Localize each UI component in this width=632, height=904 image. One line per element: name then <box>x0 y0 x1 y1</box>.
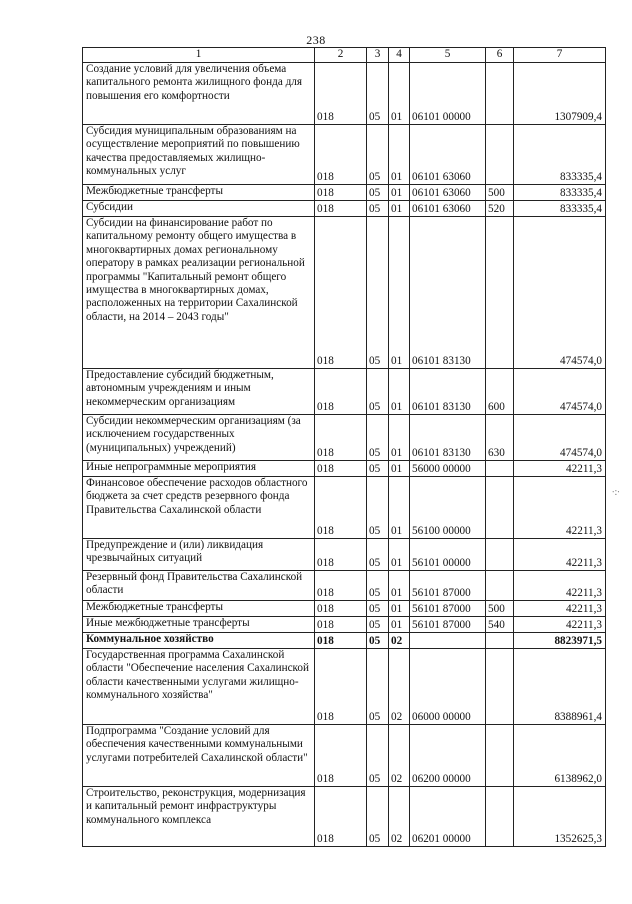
cell-ved: 018 <box>315 63 367 125</box>
cell-ved: 018 <box>315 633 367 649</box>
table-row <box>83 477 606 539</box>
cell-name: Субсидия муниципальным образованиям на осуществление мероприятий по повышению качества предоставляемых жилищно-коммунальных услуг <box>83 125 315 185</box>
table-header-row <box>83 48 606 63</box>
cell-sum: 42211,3 <box>514 461 606 477</box>
cell-name: Резервный фонд Правительства Сахалинской области <box>83 571 315 601</box>
cell-rz: 05 <box>367 461 389 477</box>
header-cell: 5 <box>410 48 486 63</box>
cell-sum: 1307909,4 <box>514 63 606 125</box>
table-row <box>83 725 606 787</box>
table-row <box>83 415 606 461</box>
table-row <box>83 617 606 633</box>
cell-pr: 01 <box>389 201 410 217</box>
cell-ved: 018 <box>315 461 367 477</box>
cell-rz: 05 <box>367 415 389 461</box>
cell-csr <box>410 633 486 649</box>
cell-csr: 56101 00000 <box>410 539 486 571</box>
cell-rz: 05 <box>367 633 389 649</box>
cell-rz: 05 <box>367 201 389 217</box>
page-number: 238 <box>306 33 326 47</box>
cell-ved: 018 <box>315 617 367 633</box>
cell-ved: 018 <box>315 539 367 571</box>
cell-csr: 06101 63060 <box>410 201 486 217</box>
cell-ved: 018 <box>315 477 367 539</box>
cell-vr: 600 <box>486 369 514 415</box>
header-cell: 2 <box>315 48 367 63</box>
cell-rz: 05 <box>367 539 389 571</box>
budget-table <box>82 47 606 847</box>
cell-pr: 01 <box>389 539 410 571</box>
cell-rz: 05 <box>367 477 389 539</box>
cell-csr: 06101 63060 <box>410 185 486 201</box>
cell-rz: 05 <box>367 63 389 125</box>
cell-csr: 06201 00000 <box>410 787 486 847</box>
scan-artifact: ∙:∙ <box>612 487 620 498</box>
cell-csr: 06200 00000 <box>410 725 486 787</box>
cell-vr <box>486 125 514 185</box>
cell-pr: 02 <box>389 649 410 725</box>
cell-vr <box>486 633 514 649</box>
cell-csr: 06101 00000 <box>410 63 486 125</box>
cell-rz: 05 <box>367 649 389 725</box>
cell-vr: 520 <box>486 201 514 217</box>
header-cell: 7 <box>514 48 606 63</box>
header-cell: 4 <box>389 48 410 63</box>
cell-sum: 6138962,0 <box>514 725 606 787</box>
cell-csr: 06101 83130 <box>410 217 486 369</box>
cell-ved: 018 <box>315 415 367 461</box>
cell-vr <box>486 63 514 125</box>
cell-csr: 06101 83130 <box>410 415 486 461</box>
cell-rz: 05 <box>367 601 389 617</box>
table-row <box>83 539 606 571</box>
cell-csr: 56101 87000 <box>410 601 486 617</box>
table-row <box>83 461 606 477</box>
cell-vr <box>486 725 514 787</box>
cell-name: Субсидии на финансирование работ по капитальному ремонту общего имущества в многоквартирных домах региональному оператору в рамках реализации региональной программы "Капитальный ремонт общего имущества в многоквартирных домах, расположенных на территории Сахалинской области, на 2014 – 2043 годы" <box>83 217 315 369</box>
cell-sum: 474574,0 <box>514 217 606 369</box>
table-row <box>83 633 606 649</box>
table-row <box>83 201 606 217</box>
cell-ved: 018 <box>315 125 367 185</box>
table-row <box>83 125 606 185</box>
cell-pr: 01 <box>389 415 410 461</box>
cell-vr: 500 <box>486 601 514 617</box>
cell-pr: 01 <box>389 369 410 415</box>
cell-ved: 018 <box>315 571 367 601</box>
cell-name: Субсидии некоммерческим организациям (за исключением государственных (муниципальных) учреждений) <box>83 415 315 461</box>
cell-sum: 42211,3 <box>514 539 606 571</box>
cell-sum: 833335,4 <box>514 125 606 185</box>
cell-vr <box>486 539 514 571</box>
cell-vr <box>486 649 514 725</box>
cell-name: Финансовое обеспечение расходов областного бюджета за счет средств резервного фонда Правительства Сахалинской области <box>83 477 315 539</box>
cell-ved: 018 <box>315 201 367 217</box>
cell-sum: 8388961,4 <box>514 649 606 725</box>
cell-sum: 1352625,3 <box>514 787 606 847</box>
cell-vr <box>486 217 514 369</box>
cell-vr: 500 <box>486 185 514 201</box>
cell-csr: 56101 87000 <box>410 571 486 601</box>
cell-csr: 06101 83130 <box>410 369 486 415</box>
cell-sum: 474574,0 <box>514 369 606 415</box>
table-row <box>83 601 606 617</box>
cell-csr: 06101 63060 <box>410 125 486 185</box>
cell-rz: 05 <box>367 617 389 633</box>
cell-vr <box>486 571 514 601</box>
cell-rz: 05 <box>367 217 389 369</box>
cell-rz: 05 <box>367 125 389 185</box>
cell-pr: 01 <box>389 571 410 601</box>
cell-name: Коммунальное хозяйство <box>83 633 315 649</box>
cell-sum: 42211,3 <box>514 571 606 601</box>
cell-csr: 56000 00000 <box>410 461 486 477</box>
cell-name: Предоставление субсидий бюджетным, автономным учреждениям и иным некоммерческим организациям <box>83 369 315 415</box>
table-row <box>83 369 606 415</box>
cell-name: Межбюджетные трансферты <box>83 185 315 201</box>
cell-sum: 474574,0 <box>514 415 606 461</box>
cell-rz: 05 <box>367 571 389 601</box>
cell-csr: 56100 00000 <box>410 477 486 539</box>
table-row <box>83 571 606 601</box>
cell-rz: 05 <box>367 787 389 847</box>
cell-csr: 56101 87000 <box>410 617 486 633</box>
cell-vr <box>486 787 514 847</box>
table-row <box>83 787 606 847</box>
cell-pr: 01 <box>389 217 410 369</box>
table-row <box>83 217 606 369</box>
cell-pr: 02 <box>389 633 410 649</box>
cell-name: Государственная программа Сахалинской области "Обеспечение населения Сахалинской области качественными услугами жилищно-коммунального хозяйства" <box>83 649 315 725</box>
cell-pr: 01 <box>389 63 410 125</box>
table-body <box>83 63 606 847</box>
cell-vr: 540 <box>486 617 514 633</box>
table-row <box>83 185 606 201</box>
cell-pr: 01 <box>389 601 410 617</box>
header-cell: 3 <box>367 48 389 63</box>
table-row <box>83 63 606 125</box>
cell-ved: 018 <box>315 369 367 415</box>
cell-pr: 01 <box>389 185 410 201</box>
cell-vr <box>486 461 514 477</box>
cell-name: Предупреждение и (или) ликвидация чрезвычайных ситуаций <box>83 539 315 571</box>
cell-name: Иные непрограммные мероприятия <box>83 461 315 477</box>
cell-ved: 018 <box>315 217 367 369</box>
cell-pr: 01 <box>389 477 410 539</box>
header-cell: 1 <box>83 48 315 63</box>
cell-name: Иные межбюджетные трансферты <box>83 617 315 633</box>
cell-pr: 01 <box>389 125 410 185</box>
cell-sum: 42211,3 <box>514 477 606 539</box>
header-cell: 6 <box>486 48 514 63</box>
cell-rz: 05 <box>367 369 389 415</box>
cell-vr: 630 <box>486 415 514 461</box>
cell-pr: 02 <box>389 725 410 787</box>
cell-pr: 02 <box>389 787 410 847</box>
cell-ved: 018 <box>315 787 367 847</box>
cell-pr: 01 <box>389 617 410 633</box>
cell-sum: 42211,3 <box>514 601 606 617</box>
cell-sum: 42211,3 <box>514 617 606 633</box>
table-row <box>83 649 606 725</box>
cell-vr <box>486 477 514 539</box>
cell-name: Межбюджетные трансферты <box>83 601 315 617</box>
cell-ved: 018 <box>315 725 367 787</box>
cell-csr: 06000 00000 <box>410 649 486 725</box>
cell-ved: 018 <box>315 649 367 725</box>
cell-sum: 8823971,5 <box>514 633 606 649</box>
cell-pr: 01 <box>389 461 410 477</box>
cell-ved: 018 <box>315 185 367 201</box>
cell-name: Строительство, реконструкция, модернизация и капитальный ремонт инфраструктуры коммунального комплекса <box>83 787 315 847</box>
cell-name: Подпрограмма "Создание условий для обеспечения качественными коммунальными услугами потребителей Сахалинской области" <box>83 725 315 787</box>
cell-rz: 05 <box>367 185 389 201</box>
cell-sum: 833335,4 <box>514 185 606 201</box>
cell-ved: 018 <box>315 601 367 617</box>
cell-name: Создание условий для увеличения объема капитального ремонта жилищного фонда для повышения его комфортности <box>83 63 315 125</box>
cell-name: Субсидии <box>83 201 315 217</box>
cell-rz: 05 <box>367 725 389 787</box>
cell-sum: 833335,4 <box>514 201 606 217</box>
